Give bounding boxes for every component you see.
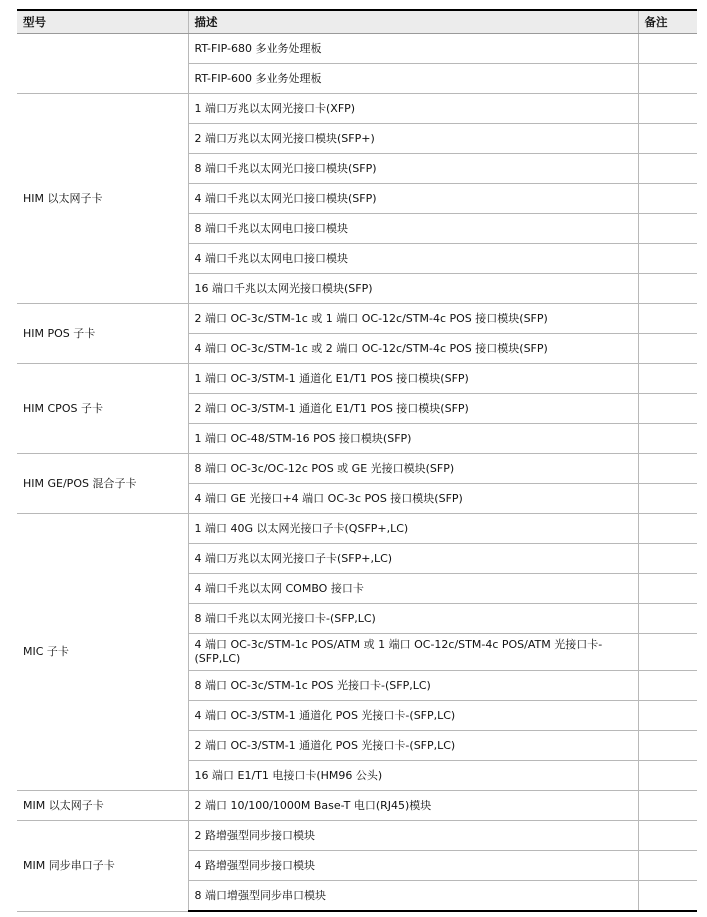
note-cell	[638, 124, 697, 154]
note-cell	[638, 184, 697, 214]
note-cell	[638, 851, 697, 881]
description-cell: 2 端口 OC-3c/STM-1c 或 1 端口 OC-12c/STM-4c POS 接口模块(SFP)	[188, 304, 638, 334]
description-cell: 4 端口 OC-3c/STM-1c POS/ATM 或 1 端口 OC-12c/STM-4c POS/ATM 光接口卡-(SFP,LC)	[188, 634, 638, 671]
description-cell: 1 端口 OC-48/STM-16 POS 接口模块(SFP)	[188, 424, 638, 454]
note-cell	[638, 731, 697, 761]
column-header-description: 描述	[188, 10, 638, 34]
note-cell	[638, 394, 697, 424]
table-body	[17, 34, 697, 912]
description-cell: 4 端口 OC-3c/STM-1c 或 2 端口 OC-12c/STM-4c POS 接口模块(SFP)	[188, 334, 638, 364]
table-row	[17, 94, 697, 124]
note-cell	[638, 761, 697, 791]
model-cell: HIM POS 子卡	[17, 304, 188, 364]
description-cell: 4 路增强型同步接口模块	[188, 851, 638, 881]
note-cell	[638, 364, 697, 394]
note-cell	[638, 274, 697, 304]
description-cell: 4 端口万兆以太网光接口子卡(SFP+,LC)	[188, 544, 638, 574]
description-cell: 4 端口 OC-3/STM-1 通道化 POS 光接口卡-(SFP,LC)	[188, 701, 638, 731]
note-cell	[638, 634, 697, 671]
model-cell	[17, 34, 188, 94]
note-cell	[638, 514, 697, 544]
note-cell	[638, 424, 697, 454]
description-cell: 4 端口 GE 光接口+4 端口 OC-3c POS 接口模块(SFP)	[188, 484, 638, 514]
description-cell: 4 端口千兆以太网 COMBO 接口卡	[188, 574, 638, 604]
table-row	[17, 454, 697, 484]
description-cell: 8 端口 OC-3c/STM-1c POS 光接口卡-(SFP,LC)	[188, 671, 638, 701]
table-row	[17, 791, 697, 821]
column-header-note: 备注	[638, 10, 697, 34]
note-cell	[638, 484, 697, 514]
description-cell: 2 端口万兆以太网光接口模块(SFP+)	[188, 124, 638, 154]
table-row	[17, 514, 697, 544]
description-cell: 4 端口千兆以太网电口接口模块	[188, 244, 638, 274]
description-cell: 1 端口 OC-3/STM-1 通道化 E1/T1 POS 接口模块(SFP)	[188, 364, 638, 394]
product-spec-table	[17, 9, 697, 912]
note-cell	[638, 604, 697, 634]
note-cell	[638, 214, 697, 244]
model-cell: MIM 同步串口子卡	[17, 821, 188, 912]
note-cell	[638, 791, 697, 821]
note-cell	[638, 64, 697, 94]
note-cell	[638, 881, 697, 912]
description-cell: 8 端口 OC-3c/OC-12c POS 或 GE 光接口模块(SFP)	[188, 454, 638, 484]
model-cell: HIM CPOS 子卡	[17, 364, 188, 454]
note-cell	[638, 701, 697, 731]
model-cell: HIM 以太网子卡	[17, 94, 188, 304]
model-cell: MIC 子卡	[17, 514, 188, 791]
model-cell: HIM GE/POS 混合子卡	[17, 454, 188, 514]
note-cell	[638, 671, 697, 701]
description-cell: 1 端口 40G 以太网光接口子卡(QSFP+,LC)	[188, 514, 638, 544]
note-cell	[638, 334, 697, 364]
note-cell	[638, 94, 697, 124]
column-header-model: 型号	[17, 10, 188, 34]
description-cell: RT-FIP-680 多业务处理板	[188, 34, 638, 64]
description-cell: 8 端口千兆以太网电口接口模块	[188, 214, 638, 244]
description-cell: 2 端口 OC-3/STM-1 通道化 E1/T1 POS 接口模块(SFP)	[188, 394, 638, 424]
note-cell	[638, 821, 697, 851]
note-cell	[638, 244, 697, 274]
table-row	[17, 34, 697, 64]
description-cell: 2 端口 10/100/1000M Base-T 电口(RJ45)模块	[188, 791, 638, 821]
description-cell: 2 路增强型同步接口模块	[188, 821, 638, 851]
description-cell: 16 端口 E1/T1 电接口卡(HM96 公头)	[188, 761, 638, 791]
description-cell: 8 端口千兆以太网光口接口模块(SFP)	[188, 154, 638, 184]
description-cell: 4 端口千兆以太网光口接口模块(SFP)	[188, 184, 638, 214]
model-cell: MIM 以太网子卡	[17, 791, 188, 821]
table-row	[17, 364, 697, 394]
table-row	[17, 304, 697, 334]
table-header-row	[17, 10, 697, 34]
note-cell	[638, 544, 697, 574]
description-cell: RT-FIP-600 多业务处理板	[188, 64, 638, 94]
table-row	[17, 821, 697, 851]
description-cell: 8 端口千兆以太网光接口卡-(SFP,LC)	[188, 604, 638, 634]
description-cell: 16 端口千兆以太网光接口模块(SFP)	[188, 274, 638, 304]
note-cell	[638, 454, 697, 484]
note-cell	[638, 574, 697, 604]
description-cell: 1 端口万兆以太网光接口卡(XFP)	[188, 94, 638, 124]
note-cell	[638, 304, 697, 334]
note-cell	[638, 154, 697, 184]
note-cell	[638, 34, 697, 64]
description-cell: 8 端口增强型同步串口模块	[188, 881, 638, 912]
description-cell: 2 端口 OC-3/STM-1 通道化 POS 光接口卡-(SFP,LC)	[188, 731, 638, 761]
